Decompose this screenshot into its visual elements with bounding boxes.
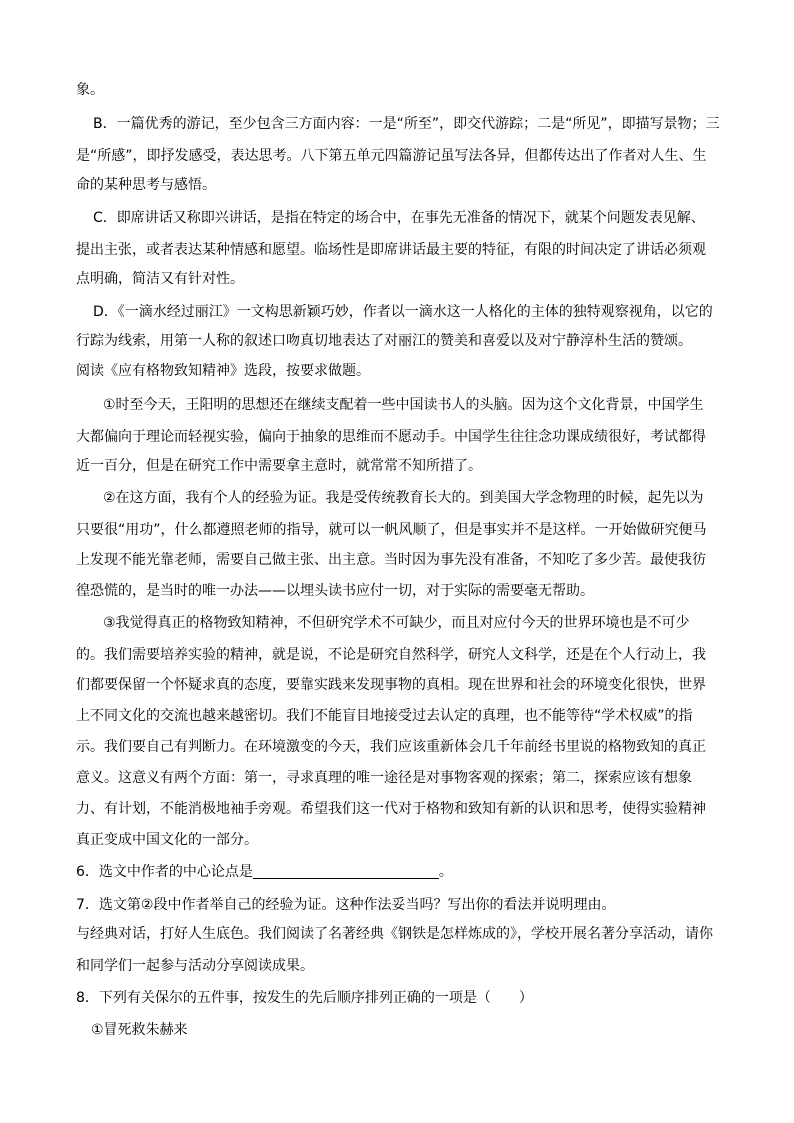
text-line: 徨恐慌的，是当时的唯一办法——以埋头读书应付一切，对于实际的需要毫无帮助。 [76, 583, 594, 599]
text-line: 们都要保留一个怀疑求真的态度，要靠实践来发现事物的真相。现在世界和社会的环境变化很快，世界 [76, 677, 706, 693]
reading-instruction: 阅读《应有格物致知精神》选段，按要求做题。 [76, 363, 370, 379]
section-intro-line: 与经典对话，打好人生底色。我们阅读了名著经典《钢铁是怎样炼成的》，学校开展名著分享活动，请你 [76, 926, 713, 942]
question-8: 8．下列有关保尔的五件事，按发生的先后顺序排列正确的一项是（ ） [76, 990, 533, 1006]
answer-blank[interactable] [253, 864, 439, 879]
option-d-line: D．《一滴水经过丽江》一文构思新颖巧妙，作者以一滴水这一人格化的主体的独特观察视角，以它的 [93, 304, 713, 320]
question-8-option-1: ①冒死救朱赫来 [91, 1022, 188, 1038]
text-line: 力、有计划，不能消极地袖手旁观。希望我们这一代对于格物和致知有新的认识和思考，使得实验精神 [76, 801, 706, 817]
text-line: 的。我们需要培养实验的精神，就是说，不论是研究自然科学，研究人文科学，还是在个人行动上，我 [76, 647, 706, 663]
text-line: 意义。这意义有两个方面：第一，寻求真理的唯一途径是对事物客观的探索；第二，探索应该有想象 [76, 770, 692, 786]
text-line: 行踪为线索，用第一人称的叙述口吻真切地表达了对丽江的赞美和喜爱以及对宁静淳朴生活的赞颂。 [76, 333, 692, 349]
text-line: 提出主张，或者表达某种情感和愿望。临场性是即席讲话最主要的特征，有限的时间决定了讲话必须观 [76, 242, 706, 258]
question-6-text: 6．选文中作者的中心论点是 [76, 864, 253, 880]
paragraph-1-line: ①时至今天，王阳明的思想还在继续支配着一些中国读书人的头脑。因为这个文化背景，中国学生 [103, 397, 704, 413]
text-line: 示。我们要自己有判断力。在环境激变的今天，我们应该重新体会几千年前经书里说的格物致知的真正 [76, 739, 706, 755]
text-line: 上发现不能光靠老师，需要自己做主张、出主意。当时因为事先没有准备，不知吃了多少苦。最使我彷 [76, 552, 706, 568]
text-line: 大都偏向于理论而轻视实验，偏向于抽象的思维而不愿动手。中国学生往往念功课成绩很好，考试都得 [76, 429, 706, 445]
question-6 [76, 862, 453, 882]
paragraph-2-line: ②在这方面，我有个人的经验为证。我是受传统教育长大的。到美国大学念物理的时候，起先以为 [103, 490, 704, 506]
text-line: 命的某种思考与感悟。 [76, 177, 216, 193]
text-line: 上不同文化的交流也越来越密切。我们不能盲目地接受过去认定的真理，也不能等待“学术权威”的指 [76, 708, 693, 724]
text-line: 真正变成中国文化的一部分。 [76, 832, 258, 848]
text-line: 近一百分，但是在研究工作中需要拿主意时，就常常不知所措了。 [76, 458, 482, 474]
text-line: 象。 [76, 82, 104, 98]
section-intro-line: 和同学们一起参与活动分享阅读成果。 [76, 958, 314, 974]
question-6-end: 。 [438, 864, 453, 880]
text-line: 只要很“用功”，什么都遵照老师的指导，就可以一帆风顺了，但是事实并不是这样。一开始做研究便马 [76, 522, 707, 538]
text-line: 是“所感”，即抒发感受，表达思考。八下第五单元四篇游记虽写法各异，但都传达出了作者对人生、生 [76, 148, 707, 164]
option-c-line: C．即席讲话又称即兴讲话，是指在特定的场合中，在事先无准备的情况下，就某个问题发表见解、 [93, 210, 705, 226]
option-b-line: B．一篇优秀的游记，至少包含三方面内容：一是“所至”，即交代游踪；二是“所见”，即描写景物；三 [93, 116, 720, 132]
question-7: 7．选文第②段中作者举自己的经验为证。这种作法妥当吗？写出你的看法并说明理由。 [76, 897, 616, 913]
paragraph-3-line: ③我觉得真正的格物致知精神，不但研究学术不可缺少，而且对应付今天的世界环境也是不可少 [103, 615, 690, 631]
text-line: 点明确，简洁又有针对性。 [76, 271, 244, 287]
